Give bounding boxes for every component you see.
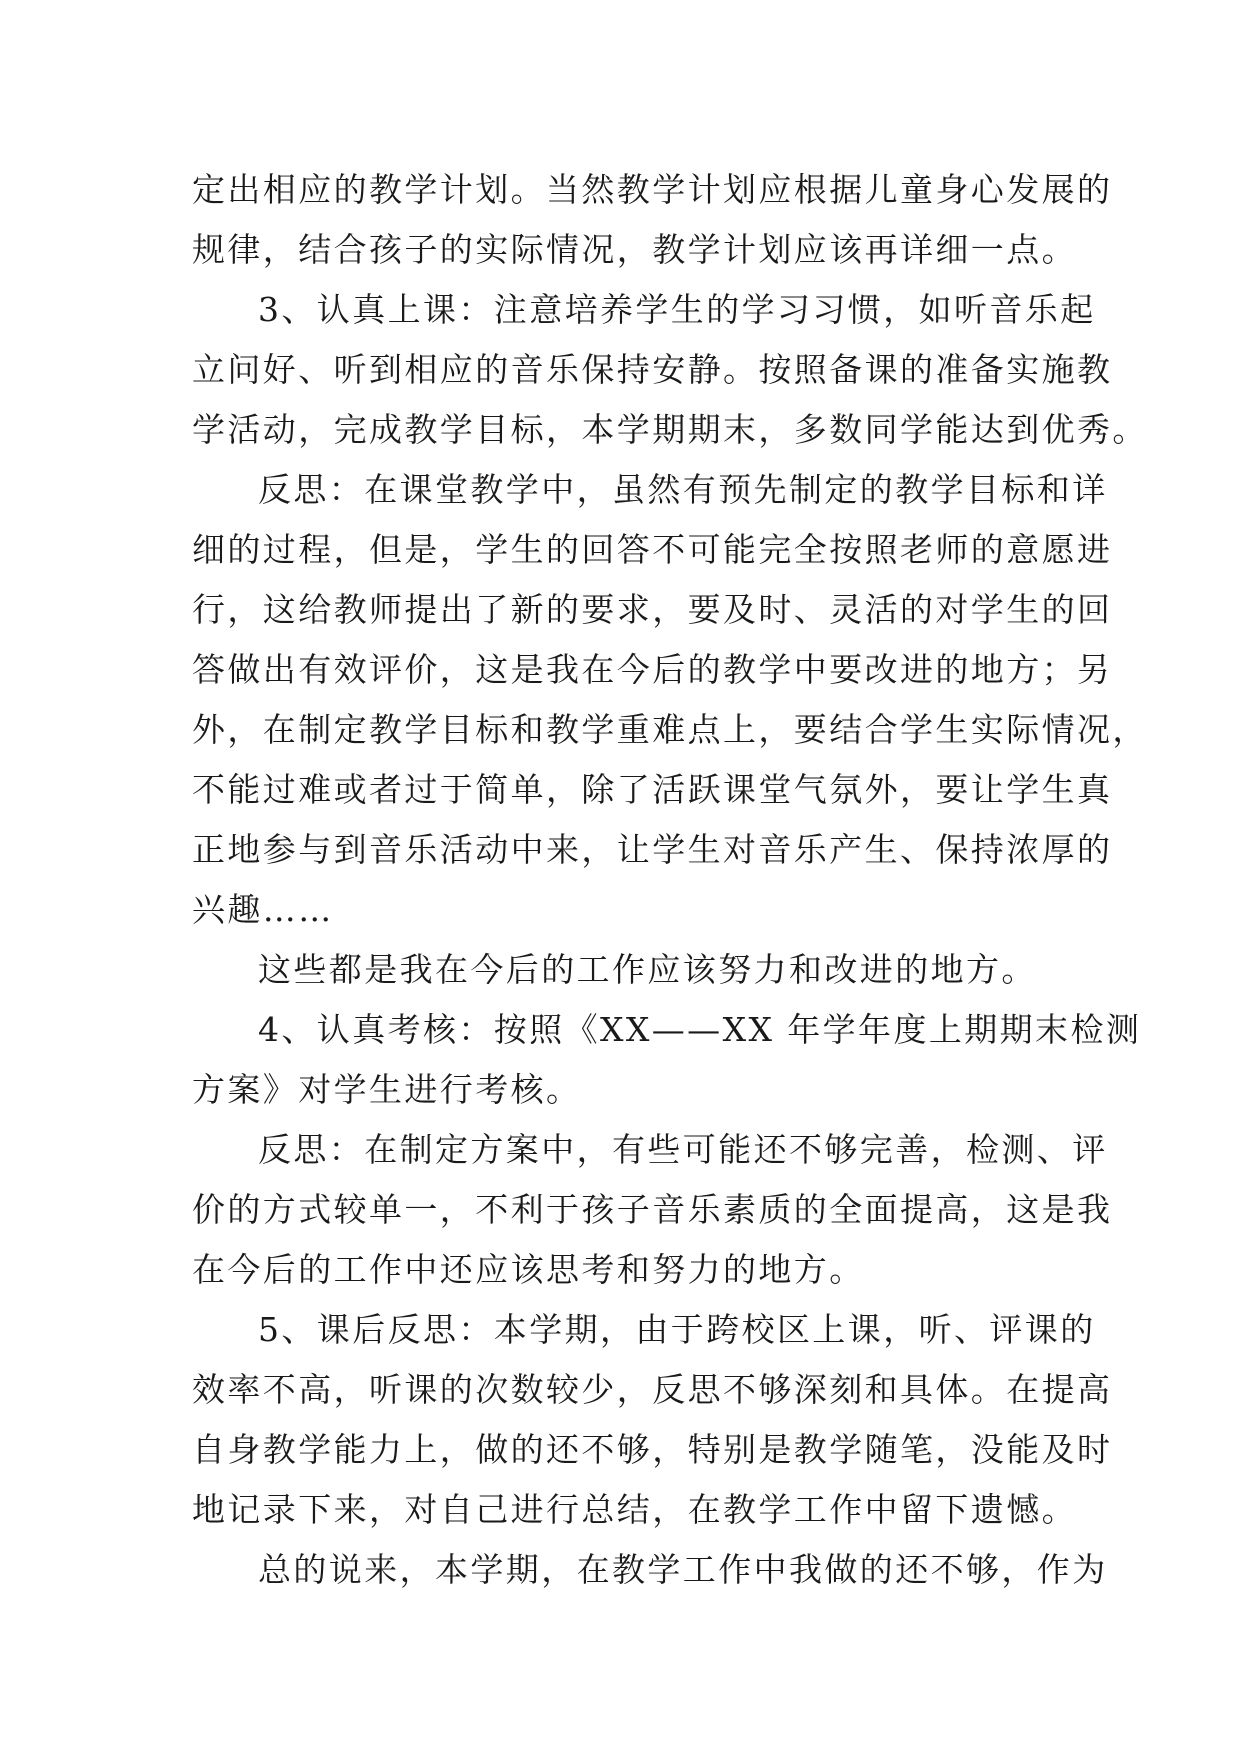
text-line: 细的过程，但是，学生的回答不可能完全按照老师的意愿进 [192, 530, 1113, 569]
text-line: 地记录下来，对自己进行总结，在教学工作中留下遗憾。 [192, 1490, 1077, 1529]
text-line: 效率不高，听课的次数较少，反思不够深刻和具体。在提高 [192, 1370, 1113, 1409]
text-line: 行，这给教师提出了新的要求，要及时、灵活的对学生的回 [192, 590, 1113, 629]
text-line: 定出相应的教学计划。当然教学计划应根据儿童身心发展的 [192, 170, 1113, 209]
text-line: 4、认真考核：按照《XX——XX 年学年度上期期末检测 [258, 1010, 1142, 1049]
text-line: 规律，结合孩子的实际情况，教学计划应该再详细一点。 [192, 230, 1077, 269]
text-line: 外，在制定教学目标和教学重难点上，要结合学生实际情况， [192, 710, 1148, 749]
text-line: 兴趣…… [192, 890, 334, 929]
text-line: 学活动，完成教学目标，本学期期末，多数同学能达到优秀。 [192, 410, 1148, 449]
text-line: 不能过难或者过于简单，除了活跃课堂气氛外，要让学生真 [192, 770, 1113, 809]
text-line: 自身教学能力上，做的还不够，特别是教学随笔，没能及时 [192, 1430, 1113, 1469]
text-line: 立问好、听到相应的音乐保持安静。按照备课的准备实施教 [192, 350, 1113, 389]
text-line: 总的说来，本学期，在教学工作中我做的还不够，作为 [258, 1550, 1108, 1589]
text-line: 反思：在课堂教学中，虽然有预先制定的教学目标和详 [258, 470, 1108, 509]
document-body [192, 160, 1148, 1600]
text-line: 反思：在制定方案中，有些可能还不够完善，检测、评 [258, 1130, 1108, 1169]
text-line: 3、认真上课：注意培养学生的学习习惯，如听音乐起 [258, 290, 1096, 329]
text-line: 答做出有效评价，这是我在今后的教学中要改进的地方；另 [192, 650, 1113, 689]
text-line: 5、课后反思：本学期，由于跨校区上课，听、评课的 [258, 1310, 1096, 1349]
text-line: 正地参与到音乐活动中来，让学生对音乐产生、保持浓厚的 [192, 830, 1113, 869]
text-line: 这些都是我在今后的工作应该努力和改进的地方。 [258, 950, 1037, 989]
text-line: 价的方式较单一，不利于孩子音乐素质的全面提高，这是我 [192, 1190, 1113, 1229]
text-line: 方案》对学生进行考核。 [192, 1070, 582, 1109]
text-line: 在今后的工作中还应该思考和努力的地方。 [192, 1250, 865, 1289]
